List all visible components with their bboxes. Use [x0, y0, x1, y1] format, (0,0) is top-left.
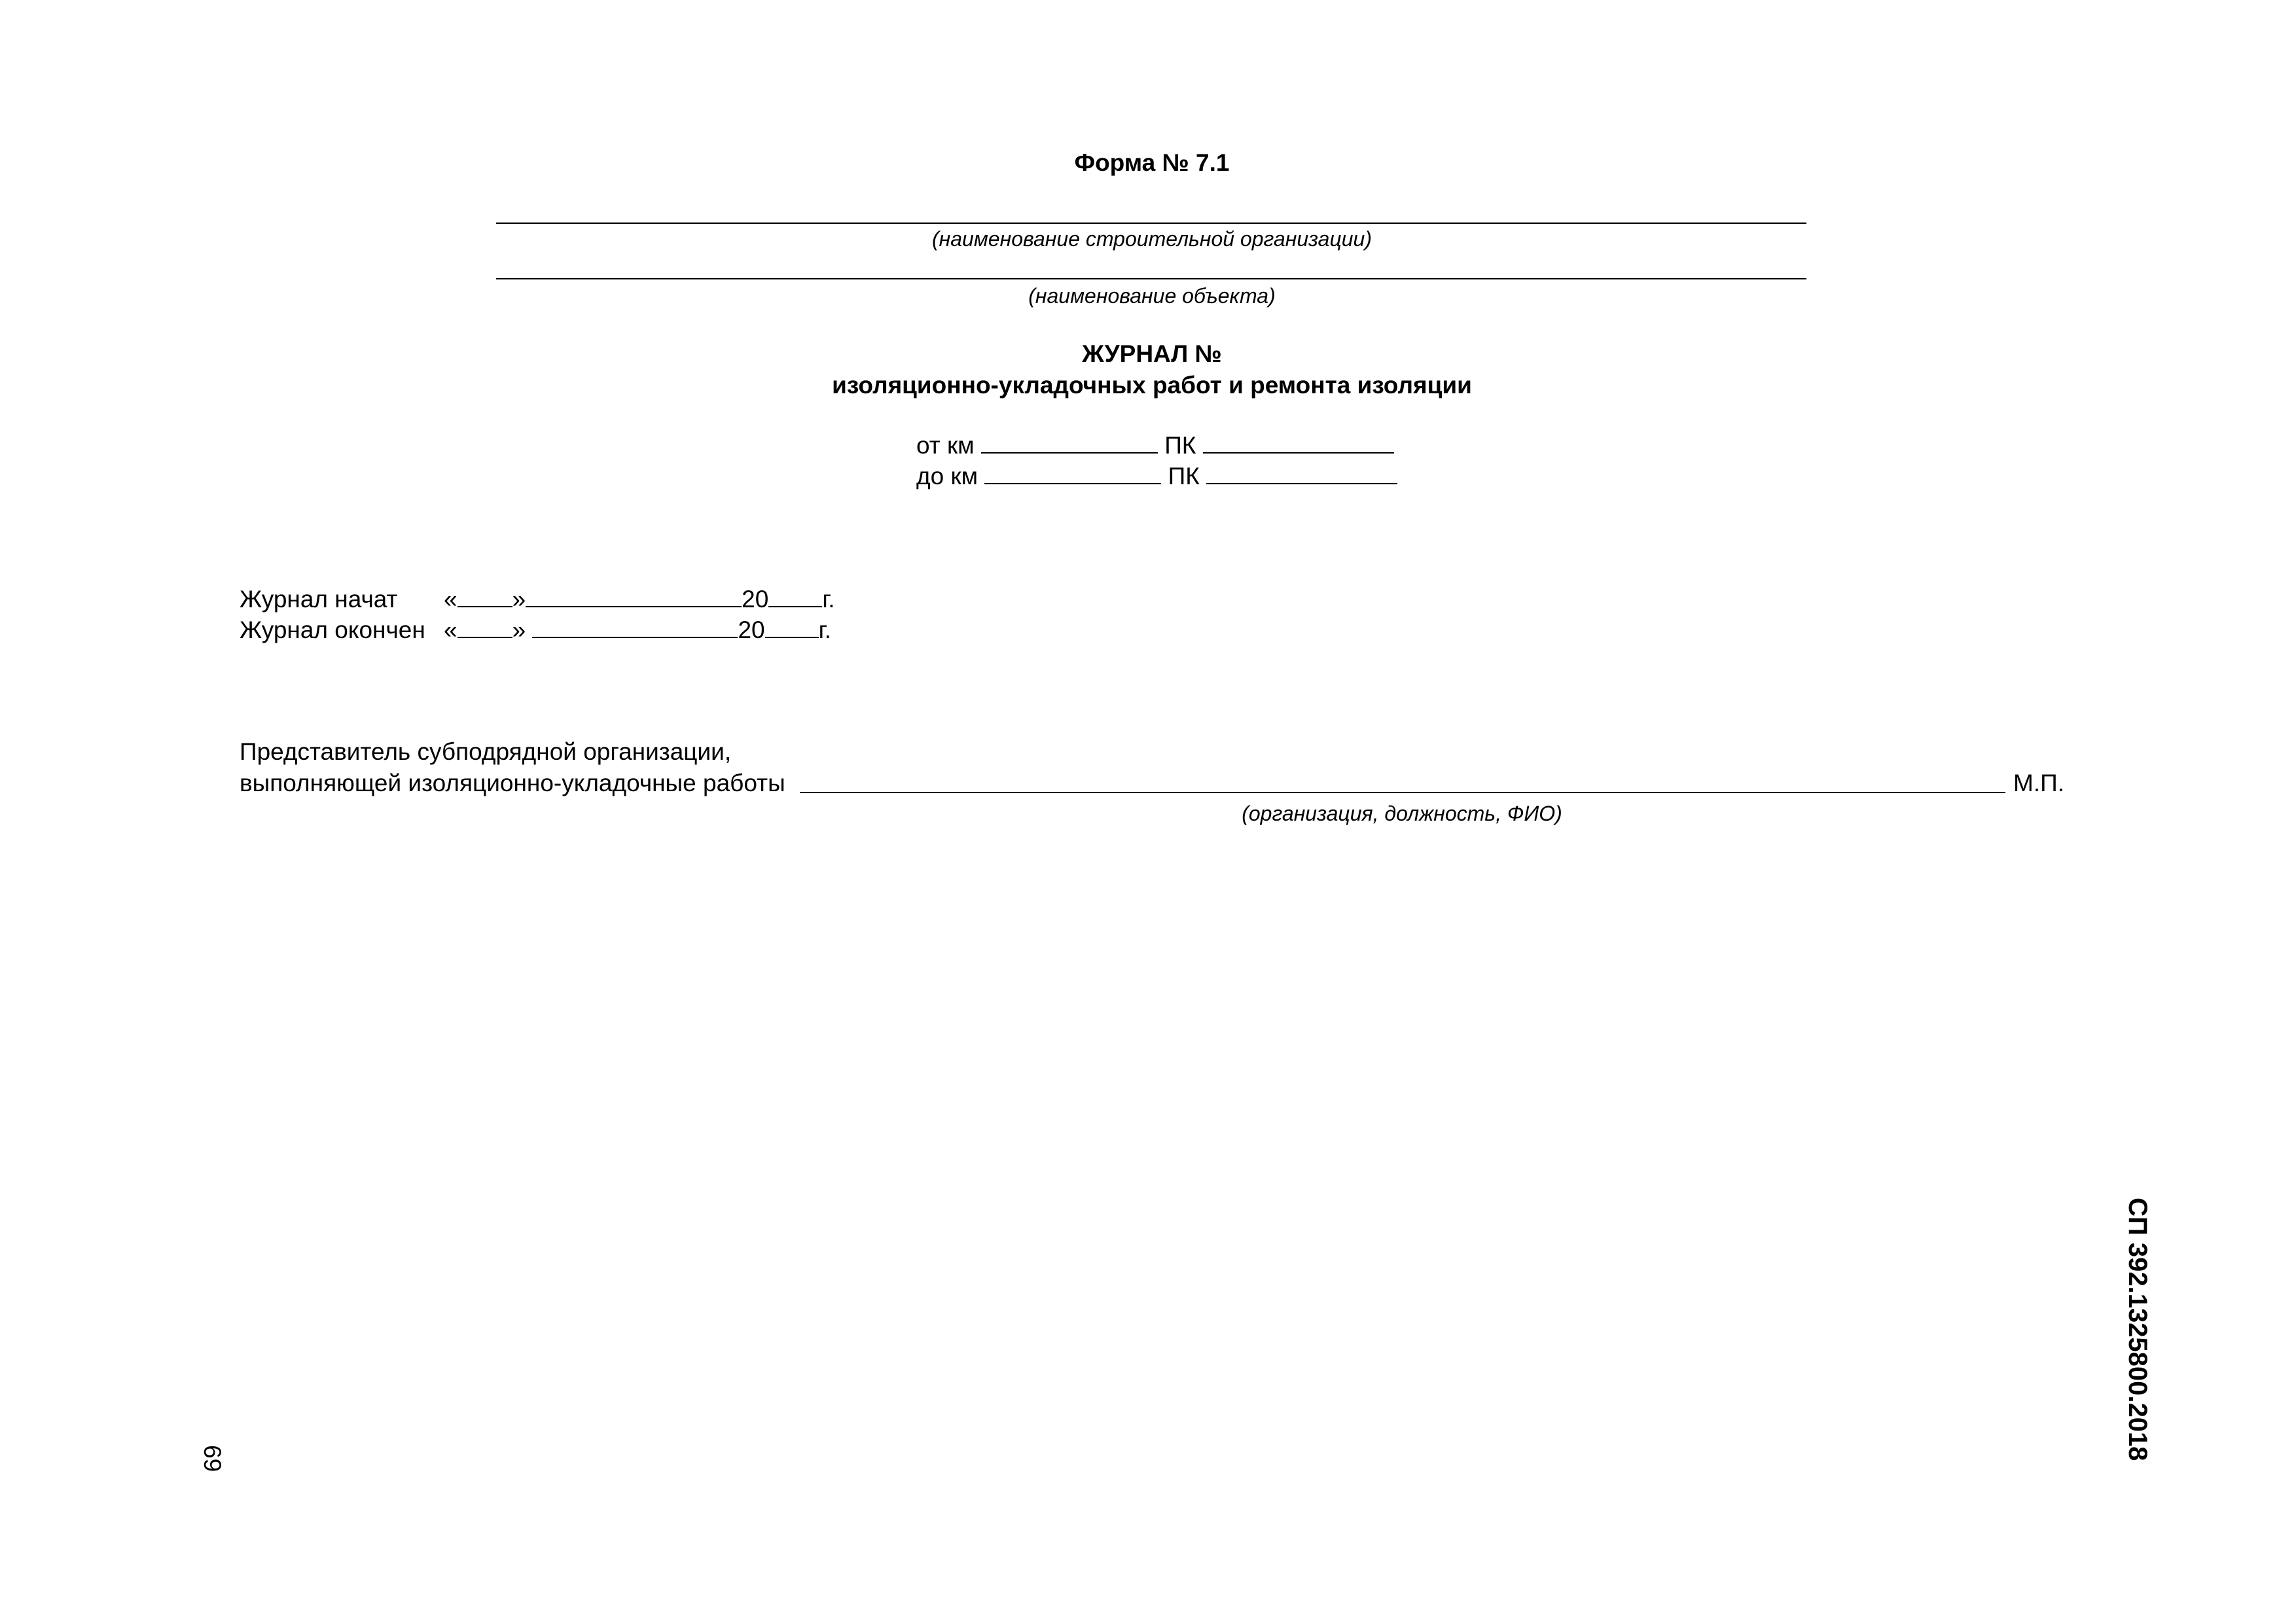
year-suffix: г.	[822, 586, 835, 613]
journal-started-date	[444, 586, 835, 613]
to-km-row	[916, 463, 1397, 490]
representative-signature-line[interactable]	[800, 792, 2005, 793]
from-pk-label: ПК	[1164, 432, 1196, 459]
started-year-blank[interactable]	[768, 586, 822, 607]
org-name-line	[496, 223, 1806, 224]
representative-line1: Представитель субподрядной организации,	[240, 738, 732, 765]
object-name-line	[496, 278, 1806, 279]
page-number: 69	[199, 1445, 226, 1472]
journal-started-label: Журнал начат	[240, 586, 398, 613]
quote-close: »	[512, 586, 526, 613]
started-day-blank[interactable]	[457, 586, 512, 607]
from-km-blank[interactable]	[981, 433, 1158, 454]
from-km-row	[916, 432, 1394, 459]
representative-caption: (организация, должность, ФИО)	[1242, 802, 1562, 825]
from-pk-blank[interactable]	[1203, 433, 1394, 454]
finished-year-blank[interactable]	[765, 617, 819, 638]
representative-line2: выполняющей изоляционно-укладочные работы	[240, 770, 785, 796]
started-month-blank[interactable]	[526, 586, 742, 607]
year-suffix: г.	[818, 616, 831, 643]
journal-finished-date	[444, 616, 831, 644]
journal-subtitle: изоляционно-укладочных работ и ремонта изоляции	[832, 372, 1472, 399]
year-prefix: 20	[738, 616, 765, 643]
journal-title: ЖУРНАЛ №	[1082, 340, 1222, 367]
object-name-caption: (наименование объекта)	[1028, 284, 1276, 308]
quote-close: »	[512, 616, 526, 643]
finished-day-blank[interactable]	[457, 617, 512, 638]
finished-month-blank[interactable]	[532, 617, 738, 638]
journal-finished-label: Журнал окончен	[240, 616, 425, 643]
quote-open: «	[444, 616, 457, 643]
to-km-label: до км	[916, 463, 978, 490]
year-prefix: 20	[742, 586, 769, 613]
to-km-blank[interactable]	[984, 463, 1161, 484]
stamp-label: М.П.	[2013, 770, 2064, 796]
org-name-caption: (наименование строительной организации)	[931, 227, 1372, 251]
to-pk-blank[interactable]	[1206, 463, 1397, 484]
standard-designation: СП 392.1325800.2018	[2123, 1198, 2152, 1461]
to-pk-label: ПК	[1168, 463, 1200, 490]
quote-open: «	[444, 586, 457, 613]
from-km-label: от км	[916, 432, 975, 459]
form-number: Форма № 7.1	[1074, 149, 1230, 176]
